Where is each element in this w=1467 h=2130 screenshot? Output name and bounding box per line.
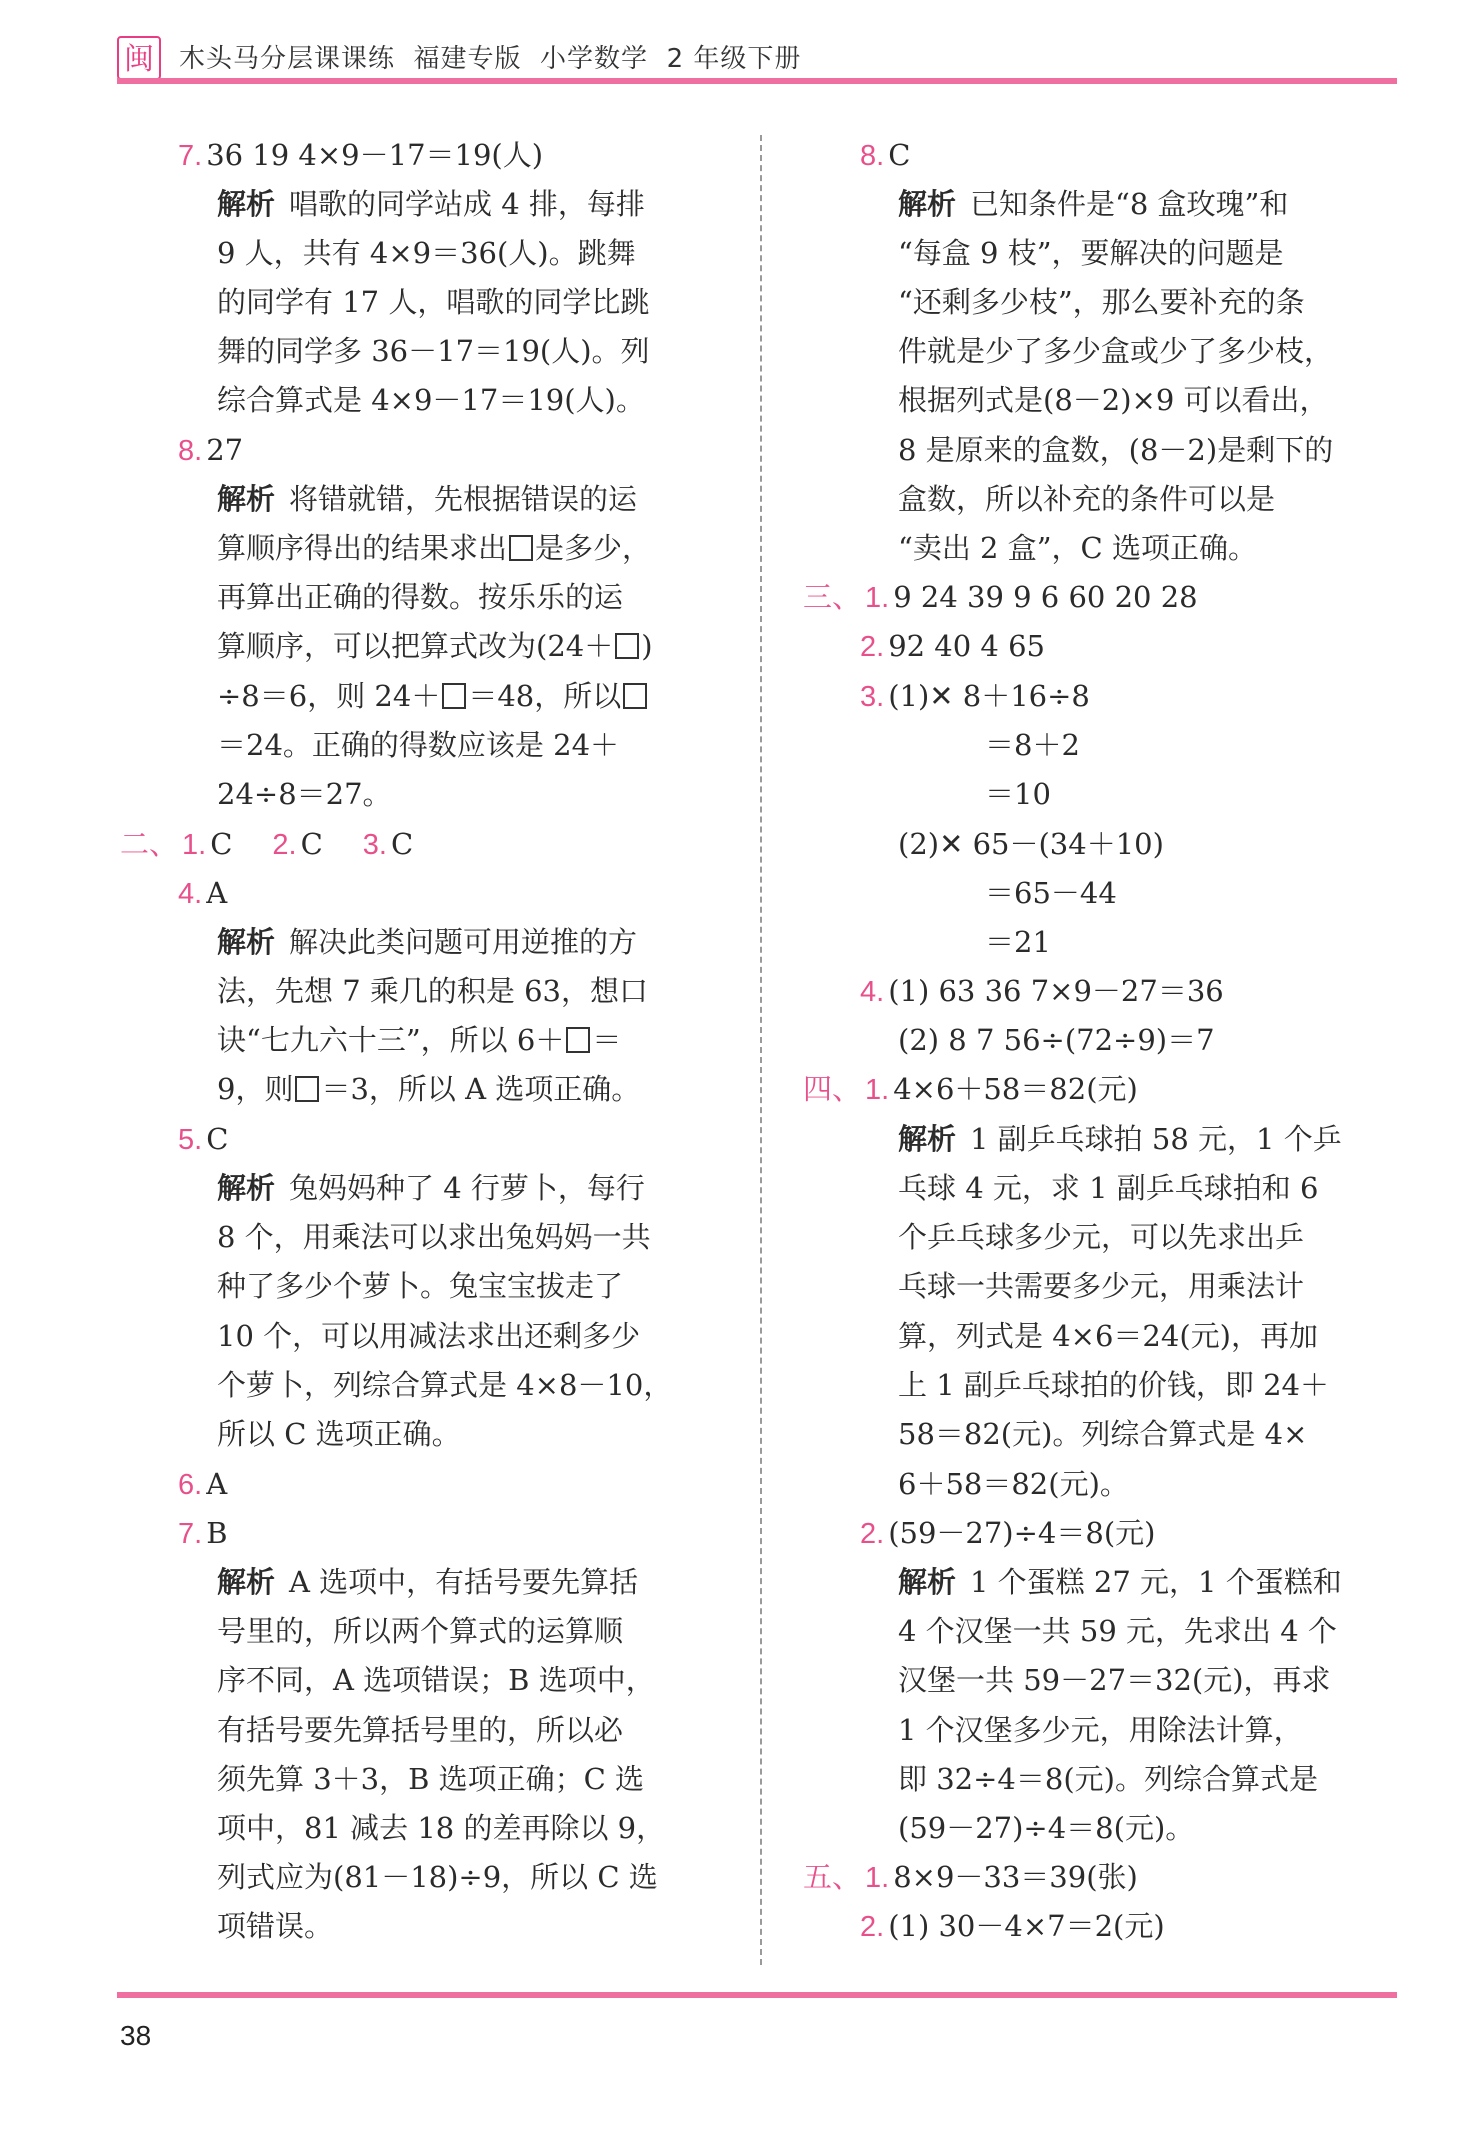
page-number: 38	[120, 2020, 152, 2051]
blank-box	[295, 1076, 319, 1102]
explanation-line: 解析 1 副乒乓球拍 58 元，1 个乒	[898, 1122, 1342, 1156]
answer-line: 7. 36 19 4×9－17＝19(人)	[178, 138, 544, 172]
answer-line: 2. (59－27)÷4＝8(元)	[860, 1516, 1156, 1550]
explanation-line: 即 32÷4＝8(元)。列综合算式是	[898, 1762, 1318, 1796]
blank-box	[509, 535, 533, 561]
explanation-line: 序不同，A 选项错误；B 选项中，	[217, 1663, 655, 1697]
explanation-line: 8 个，用乘法可以求出兔妈妈一共	[217, 1220, 651, 1254]
explanation-line: 解析 兔妈妈种了 4 行萝卜，每行	[217, 1171, 645, 1205]
header-rule	[117, 78, 1397, 84]
blank-box	[442, 683, 466, 709]
calc-line: ＝10	[985, 777, 1051, 811]
explanation-line: 诀“七九六十三”，所以 6＋ ＝	[217, 1023, 622, 1057]
answer-line: 三、 1. 9 24 39 9 6 60 20 28	[803, 580, 1198, 614]
answer-line: 8. 27	[178, 433, 244, 467]
explanation-line: 乓球 4 元，求 1 副乒乓球拍和 6	[898, 1171, 1319, 1205]
explanation-line: 解析 A 选项中，有括号要先算括	[217, 1565, 639, 1599]
explanation-line: 项中，81 减去 18 的差再除以 9，	[217, 1811, 666, 1845]
answer-line: 6. A	[178, 1467, 228, 1501]
explanation-line: 号里的，所以两个算式的运算顺	[217, 1614, 624, 1648]
column-divider	[760, 135, 762, 1965]
explanation-line: 汉堡一共 59－27＝32(元)，再求	[898, 1663, 1331, 1697]
explanation-line: 1 个汉堡多少元，用除法计算，	[898, 1713, 1303, 1747]
answer-line: 4. A	[178, 876, 228, 910]
explanation-line: 列式应为(81－18)÷9，所以 C 选	[217, 1860, 658, 1894]
answer-line: 8. C	[860, 138, 911, 172]
explanation-line: 舞的同学多 36－17＝19(人)。列	[217, 334, 650, 368]
calc-line: ＝65－44	[985, 876, 1117, 910]
explanation-line: “还剩多少枝”，那么要补充的条	[898, 285, 1305, 319]
explanation-line: “每盒 9 枝”，要解决的问题是	[898, 236, 1284, 270]
explanation-line: 解析 唱歌的同学站成 4 排，每排	[217, 187, 645, 221]
explanation-line: 6＋58＝82(元)。	[898, 1467, 1129, 1501]
explanation-line: 9 人，共有 4×9＝36(人)。跳舞	[217, 236, 636, 270]
book-title: 木头马分层课课练 福建专版 小学数学 2 年级下册	[179, 44, 802, 74]
page-header	[117, 30, 1397, 82]
explanation-line: 解析 已知条件是“8 盒玫瑰”和	[898, 187, 1289, 221]
calc-line: (2)✕ 65－(34＋10)	[898, 827, 1164, 861]
explanation-line: 10 个，可以用减法求出还剩多少	[217, 1319, 641, 1353]
explanation-line: 58＝82(元)。列综合算式是 4×	[898, 1417, 1308, 1451]
blank-box	[615, 633, 639, 659]
answer-line: 2. (1) 30－4×7＝2(元)	[860, 1909, 1165, 1943]
explanation-line: 个萝卜，列综合算式是 4×8－10，	[217, 1368, 673, 1402]
explanation-line: 的同学有 17 人，唱歌的同学比跳	[217, 285, 650, 319]
explanation-line: 须先算 3＋3，B 选项正确；C 选	[217, 1762, 645, 1796]
explanation-line: 根据列式是(8－2)×9 可以看出，	[898, 383, 1329, 417]
explanation-line: 法，先想 7 乘几的积是 63，想口	[217, 974, 649, 1008]
calc-line: ＝21	[985, 925, 1051, 959]
explanation-line: ÷8＝6，则 24＋ ＝48，所以	[217, 676, 649, 716]
region-logo: 闽	[117, 36, 161, 80]
explanation-line: 解析 1 个蛋糕 27 元，1 个蛋糕和	[898, 1565, 1342, 1599]
explanation-line: 9，则 ＝3，所以 A 选项正确。	[217, 1072, 641, 1106]
answer-line: 5. C	[178, 1122, 229, 1156]
blank-box	[566, 1027, 590, 1053]
explanation-line: 乓球一共需要多少元，用乘法计	[898, 1269, 1305, 1303]
explanation-line: 件就是少了多少盒或少了多少枝，	[898, 334, 1334, 368]
explanation-line: 综合算式是 4×9－17＝19(人)。	[217, 383, 645, 417]
explanation-line: 再算出正确的得数。按乐乐的运	[217, 580, 624, 614]
explanation-line: 算，列式是 4×6＝24(元)，再加	[898, 1319, 1318, 1353]
explanation-line: “卖出 2 盒”，C 选项正确。	[898, 531, 1257, 565]
explanation-line: 4 个汉堡一共 59 元，先求出 4 个	[898, 1614, 1337, 1648]
answer-line: 4. (1) 63 36 7×9－27＝36	[860, 974, 1224, 1008]
explanation-line: 盒数，所以补充的条件可以是	[898, 482, 1276, 516]
section-two-row: 二、 1. C 2. C 3. C	[120, 827, 414, 861]
explanation-line: 项错误。	[217, 1909, 334, 1943]
answer-line: 7. B	[178, 1516, 228, 1550]
explanation-line: 有括号要先算括号里的，所以必	[217, 1713, 624, 1747]
explanation-line: 算顺序得出的结果求出 是多少，	[217, 531, 652, 565]
explanation-line: 所以 C 选项正确。	[217, 1417, 461, 1451]
explanation-line: 24÷8＝27。	[217, 777, 392, 811]
explanation-line: 个乒乓球多少元，可以先求出乒	[898, 1220, 1305, 1254]
answer-line: 四、 1. 4×6＋58＝82(元)	[803, 1072, 1138, 1106]
answer-line: 2. 92 40 4 65	[860, 629, 1045, 663]
explanation-line: 种了多少个萝卜。兔宝宝拔走了	[217, 1269, 624, 1303]
explanation-line: 解析 将错就错，先根据错误的运	[217, 482, 638, 516]
answer-line: 3. (1)✕ 8＋16÷8	[860, 679, 1090, 713]
blank-box	[623, 683, 647, 709]
explanation-line: 解析 解决此类问题可用逆推的方	[217, 925, 638, 959]
answer-line: 五、 1. 8×9－33＝39(张)	[803, 1860, 1138, 1894]
explanation-line: 上 1 副乒乓球拍的价钱，即 24＋	[898, 1368, 1330, 1402]
calc-line: ＝8＋2	[985, 728, 1080, 762]
explanation-line: 算顺序，可以把算式改为(24＋ )	[217, 629, 653, 663]
footer-rule	[117, 1992, 1397, 1998]
explanation-line: 8 是原来的盒数，(8－2)是剩下的	[898, 433, 1334, 467]
answer-line: (2) 8 7 56÷(72÷9)＝7	[898, 1023, 1215, 1057]
explanation-line: (59－27)÷4＝8(元)。	[898, 1811, 1195, 1845]
explanation-line: ＝24。正确的得数应该是 24＋	[217, 728, 620, 762]
